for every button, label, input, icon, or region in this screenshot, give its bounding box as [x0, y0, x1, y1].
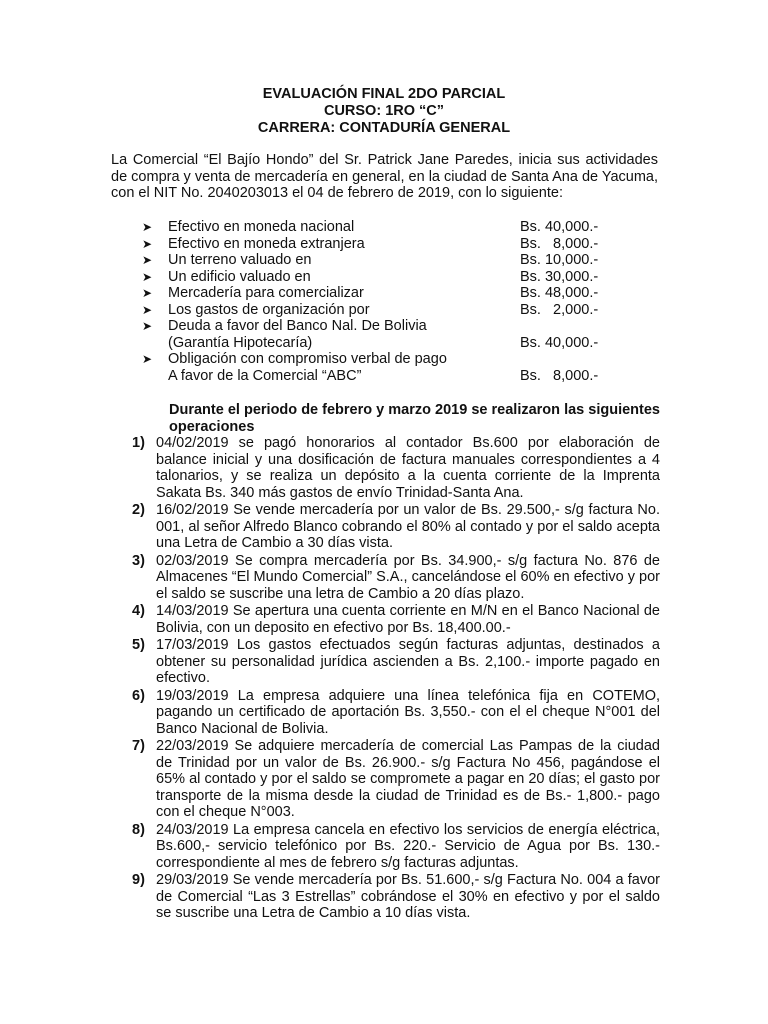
intro-paragraph: La Comercial “El Bajío Hondo” del Sr. Patrick Jane Paredes, inicia sus actividades de compra y venta de mercadería en general, en la ciudad de Santa Ana de Yacuma, con el NIT No. 2040203013 el 04 de febrero de 2019, con lo siguiente:: [111, 152, 658, 202]
operation-item: [118, 435, 660, 501]
operation-number: 5): [132, 637, 145, 653]
operation-number: 1): [132, 435, 145, 451]
asset-amount: Bs. 8,000.-: [520, 367, 599, 384]
operation-item: [118, 637, 660, 687]
asset-amount: Bs. 40,000.-: [520, 334, 599, 351]
asset-amount: Bs. 8,000.-: [520, 235, 599, 252]
operation-text: 04/02/2019 se pagó honorarios al contador Bs.600 por elaboración de balance inicial y una dosificación de factura manuales correspondientes a 4 talonarios, y se realiza un depósito a la cuenta corriente de la Imprenta Sakata Bs. 340 más gastos de envío Trinidad-Santa Ana.: [156, 435, 660, 501]
operation-text: 19/03/2019 La empresa adquiere una línea telefónica fija en COTEMO, pagando un certificado de aportación Bs. 3,550.- con el el cheque N°001 del Banco Nacional de Bolivia.: [156, 687, 660, 737]
asset-label: Deuda a favor del Banco Nal. De Bolivia: [168, 318, 427, 334]
operation-text: 02/03/2019 Se compra mercadería por Bs. 34.900,- s/g factura No. 876 de Almacenes “El Mundo Comercial” S.A., cancelándose el 60% en efectivo y por el saldo se suscribe una letra de Cambio a 20 días plazo.: [156, 552, 660, 602]
operation-text: 24/03/2019 La empresa cancela en efectivo los servicios de energía eléctrica, Bs.600,- servicio telefónico por Bs. 220.- Servicio de Agua por Bs. 130.- correspondiente al mes de febrero s/g facturas adjuntas.: [156, 821, 660, 871]
asset-amount: Bs. 10,000.-: [520, 252, 599, 268]
asset-item: [140, 302, 620, 319]
asset-label: Obligación con compromiso verbal de pago: [168, 351, 447, 367]
operation-number: 8): [132, 821, 145, 838]
operation-text: 17/03/2019 Los gastos efectuados según facturas adjuntas, destinados a obtener su personalidad jurídica ascienden a Bs. 2,100.- importe pagado en efectivo.: [156, 637, 660, 686]
arrow-bullet-icon: ➤: [142, 286, 153, 300]
operation-item: [118, 502, 660, 552]
arrow-bullet-icon: ➤: [142, 236, 153, 251]
opening-assets-list: [140, 219, 620, 384]
asset-amount: Bs. 2,000.-: [520, 301, 599, 318]
arrow-bullet-icon: ➤: [142, 253, 153, 267]
arrow-bullet-icon: ➤: [142, 352, 153, 366]
asset-item: [140, 269, 620, 286]
asset-label-continued: A favor de la Comercial “ABC”: [168, 367, 362, 384]
operation-text: 22/03/2019 Se adquiere mercadería de comercial Las Pampas de la ciudad de Trinidad por un valor de Bs. 26.900.- s/g Factura No 456, pagándose el 65% al contado y por el saldo se compromete a pagar en 20 días; el gasto por transporte de la misma desde la ciudad de Trinidad es de Bs.- 1,800.- pago con el cheque N°003.: [156, 738, 660, 820]
operation-item: [118, 738, 660, 821]
asset-amount: Bs. 40,000.-: [520, 219, 599, 235]
course-line: CURSO: 1RO “C”: [323, 103, 445, 119]
operation-item: [118, 822, 660, 872]
asset-label: Los gastos de organización por: [168, 301, 370, 318]
operation-text: 16/02/2019 Se vende mercadería por un valor de Bs. 29.500,- s/g factura No. 001, al señor Alfredo Blanco cobrando el 80% al contado y por el saldo acepta una Letra de Cambio a 30 días vista.: [156, 502, 660, 551]
document-header: [0, 86, 768, 137]
asset-label: Un edificio valuado en: [168, 268, 311, 285]
operation-item: [118, 688, 660, 738]
asset-label-continued: (Garantía Hipotecaría): [168, 334, 313, 351]
arrow-bullet-icon: ➤: [142, 220, 153, 234]
operation-number: 2): [132, 502, 145, 518]
arrow-bullet-icon: ➤: [142, 269, 153, 284]
operation-number: 4): [132, 603, 145, 619]
operation-item: [118, 872, 660, 922]
operation-text: 29/03/2019 Se vende mercadería por Bs. 51.600,- s/g Factura No. 004 a favor de Comercial “Las 3 Estrellas” cobrándose el 30% en efectivo y por el saldo se suscribe una Letra de Cambio a 10 días vista.: [156, 872, 660, 921]
operation-number: 9): [132, 872, 145, 888]
career-line: CARRERA: CONTADURÍA GENERAL: [257, 120, 511, 136]
asset-label: Mercadería para comercializar: [168, 285, 364, 301]
asset-label: Efectivo en moneda extranjera: [168, 235, 365, 252]
exam-title: EVALUACIÓN FINAL 2DO PARCIAL: [262, 86, 506, 102]
asset-item: [140, 318, 620, 351]
arrow-bullet-icon: ➤: [142, 319, 153, 333]
operation-number: 7): [132, 738, 145, 754]
operation-number: 6): [132, 687, 145, 704]
asset-item: [140, 219, 620, 236]
operation-item: [118, 603, 660, 636]
arrow-bullet-icon: ➤: [142, 302, 153, 317]
asset-amount: Bs. 30,000.-: [520, 268, 599, 285]
operation-number: 3): [132, 552, 145, 569]
operations-list: [118, 435, 660, 923]
asset-item: [140, 252, 620, 269]
operation-text: 14/03/2019 Se apertura una cuenta corriente en M/N en el Banco Nacional de Bolivia, con un deposito en efectivo por Bs. 18,400.00.-: [156, 603, 660, 636]
asset-item: [140, 351, 620, 384]
operation-item: [118, 553, 660, 603]
asset-label: Un terreno valuado en: [168, 252, 312, 268]
asset-item: [140, 285, 620, 302]
asset-amount: Bs. 48,000.-: [520, 285, 599, 301]
operations-heading: Durante el periodo de febrero y marzo 2019 se realizaron las siguientes operaciones: [169, 402, 660, 435]
asset-item: [140, 236, 620, 253]
asset-label: Efectivo en moneda nacional: [168, 219, 355, 235]
